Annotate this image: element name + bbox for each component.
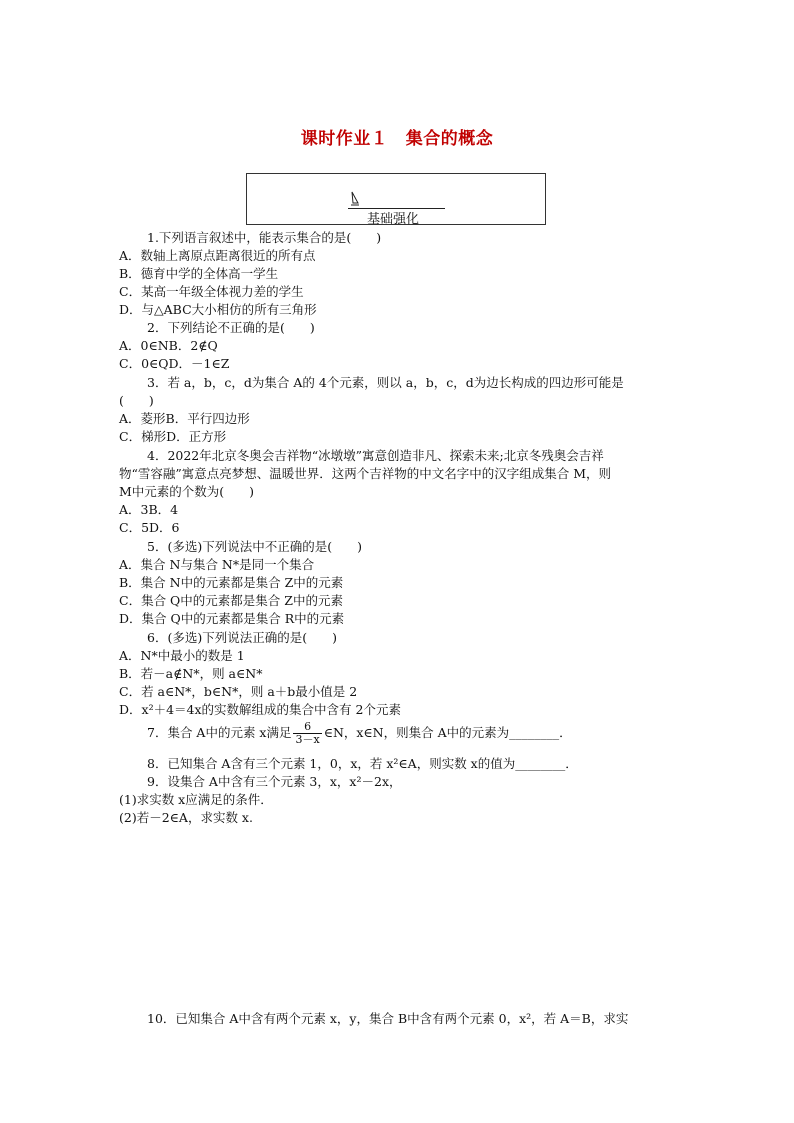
question-8: 8．已知集合 A含有三个元素 1，0，x，若 x²∈A，则实数 x的值为________． — [147, 756, 578, 771]
option-4ab: A．3B．4 — [119, 502, 179, 517]
page-title: 课时作业１ 集合的概念 — [300, 129, 494, 149]
option-5a: A．集合 N与集合 N*是同一个集合 — [119, 557, 315, 572]
option-6a: A．N*中最小的数是 1 — [119, 648, 245, 663]
fraction-numerator: 6 — [293, 721, 321, 734]
question-4-cont: 物“雪容融”寓意点亮梦想、温暖世界．这两个吉祥物的中文名字中的汉字组成集合 M，则 — [119, 466, 612, 481]
question-7 — [147, 721, 572, 746]
option-6c: C．若 a∈N*，b∈N*，则 a＋b最小值是 2 — [119, 684, 358, 699]
question-9-part-1: (1)求实数 x应满足的条件． — [119, 792, 273, 807]
question-2: 2．下列结论不正确的是( ) — [147, 320, 315, 335]
option-5c: C．集合 Q中的元素都是集合 Z中的元素 — [119, 593, 343, 608]
question-4-cont2: M中元素的个数为( ) — [119, 484, 255, 499]
question-9-part-2: (2)若－2∈A，求实数 x. — [119, 810, 253, 825]
question-7-text-end: ∈N，x∈N，则集合 A中的元素为________． — [323, 725, 572, 740]
section-banner — [246, 173, 546, 225]
option-6b: B．若－a∉N*，则 a∈N* — [119, 666, 263, 681]
option-1d: D．与△ABC大小相仿的所有三角形 — [119, 302, 317, 317]
section-label: 基础强化 — [367, 212, 420, 227]
option-5d: D．集合 Q中的元素都是集合 R中的元素 — [119, 611, 345, 626]
option-6d: D．x²＋4＝4x的实数解组成的集合中含有 2个元素 — [119, 702, 401, 717]
fraction — [293, 721, 321, 746]
question-3: 3．若 a，b，c，d为集合 A的 4个元素，则以 a，b，c，d为边长构成的四边形可能是 — [147, 375, 624, 390]
fraction-denominator: 3－x — [295, 733, 320, 746]
option-2cd: C．0∈QD．－1∈Z — [119, 356, 230, 371]
question-7-text: 7．集合 A中的元素 x满足 — [147, 725, 292, 740]
pencil-icon — [348, 191, 362, 207]
option-2ab: A．0∈NB．2∉Q — [119, 338, 218, 353]
option-3cd: C．梯形D．正方形 — [119, 429, 227, 444]
option-1a: A．数轴上离原点距离很近的所有点 — [119, 248, 316, 263]
question-10: 10．已知集合 A中含有两个元素 x，y，集合 B中含有两个元素 0，x²，若 A＝B，求实 — [147, 1011, 629, 1026]
question-3-cont: ( ) — [119, 393, 154, 408]
option-5b: B．集合 N中的元素都是集合 Z中的元素 — [119, 575, 344, 590]
question-9: 9．设集合 A中含有三个元素 3，x，x²－2x， — [147, 774, 402, 789]
option-3ab: A．菱形B．平行四边形 — [119, 411, 250, 426]
question-5: 5．(多选)下列说法中不正确的是( ) — [147, 539, 362, 554]
question-4: 4．2022年北京冬奥会吉祥物“冰墩墩”寓意创造非凡、探索未来;北京冬残奥会吉祥 — [147, 448, 604, 463]
option-1c: C．某高一年级全体视力差的学生 — [119, 284, 304, 299]
option-4cd: C．5D．6 — [119, 520, 180, 535]
option-1b: B．德育中学的全体高一学生 — [119, 266, 279, 281]
question-6: 6．(多选)下列说法正确的是( ) — [147, 630, 337, 645]
question-1: 1.下列语言叙述中，能表示集合的是( ) — [147, 230, 382, 245]
